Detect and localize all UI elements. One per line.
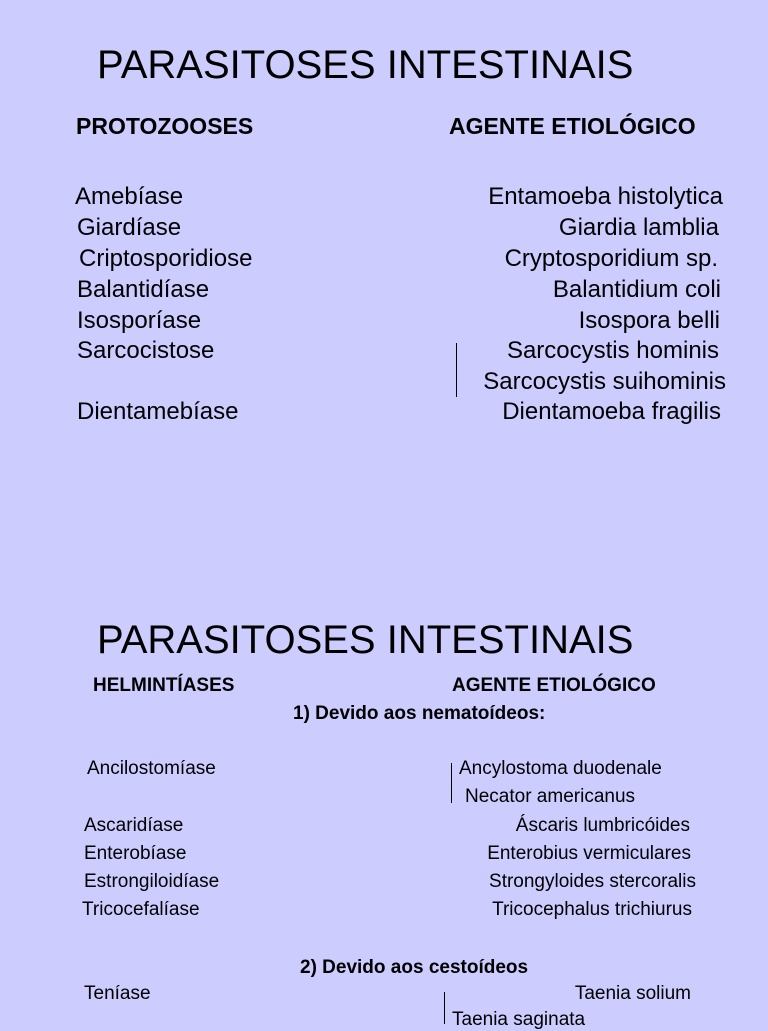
agent-label: Taenia solium (574, 983, 691, 1004)
agent-label: Dientamoeba fragilis (502, 398, 721, 425)
disease-label: Sarcocistose (77, 337, 215, 364)
section-heading: 2) Devido aos cestoídeos (300, 957, 529, 978)
agent-label: Entamoeba histolytica (488, 183, 723, 210)
disease-label: Tricocefalíase (82, 899, 200, 920)
agent-label: Balantidium coli (552, 276, 721, 303)
disease-label: Giardíase (77, 214, 182, 241)
disease-label: Teníase (84, 983, 151, 1004)
protozooses-header: PROTOZOOSES (76, 113, 254, 139)
agent-label: Ancylostoma duodenale (459, 758, 662, 779)
bracket-line (451, 763, 452, 803)
agent-label: Sarcocystis suihominis (483, 368, 726, 395)
page-title: PARASITOSES INTESTINAIS (97, 43, 634, 87)
agent-label: Cryptosporidium sp. (504, 245, 718, 272)
disease-label: Enterobíase (84, 843, 187, 864)
agent-label: Áscaris lumbricóides (515, 815, 690, 836)
disease-label: Dientamebíase (77, 398, 239, 425)
agent-label: Strongyloides stercoralis (489, 871, 696, 892)
agent-label: Necator americanus (465, 786, 636, 807)
page-title: PARASITOSES INTESTINAIS (97, 618, 634, 662)
agent-header: AGENTE ETIOLÓGICO (449, 113, 696, 139)
agent-label: Giardia lamblia (558, 214, 719, 241)
disease-label: Isosporíase (77, 307, 202, 334)
disease-label: Ancilostomíase (87, 758, 216, 779)
bracket-line (456, 343, 457, 397)
disease-label: Amebíase (75, 183, 184, 210)
agent-label: Enterobius vermiculares (487, 843, 691, 864)
disease-label: Balantidíase (77, 276, 210, 303)
disease-label: Ascaridíase (84, 815, 184, 836)
agent-label: Taenia saginata (452, 1009, 586, 1030)
agent-label: Isospora belli (578, 307, 720, 334)
section-heading: 1) Devido aos nematoídeos: (293, 703, 546, 724)
disease-label: Criptosporidiose (79, 245, 253, 272)
helmintiases-header: HELMINTÍASES (93, 675, 235, 696)
agent-label: Sarcocystis hominis (506, 337, 719, 364)
bracket-line (444, 992, 445, 1024)
agent-label: Tricocephalus trichiurus (492, 899, 692, 920)
disease-label: Estrongiloidíase (84, 871, 220, 892)
agent-header: AGENTE ETIOLÓGICO (452, 675, 656, 696)
